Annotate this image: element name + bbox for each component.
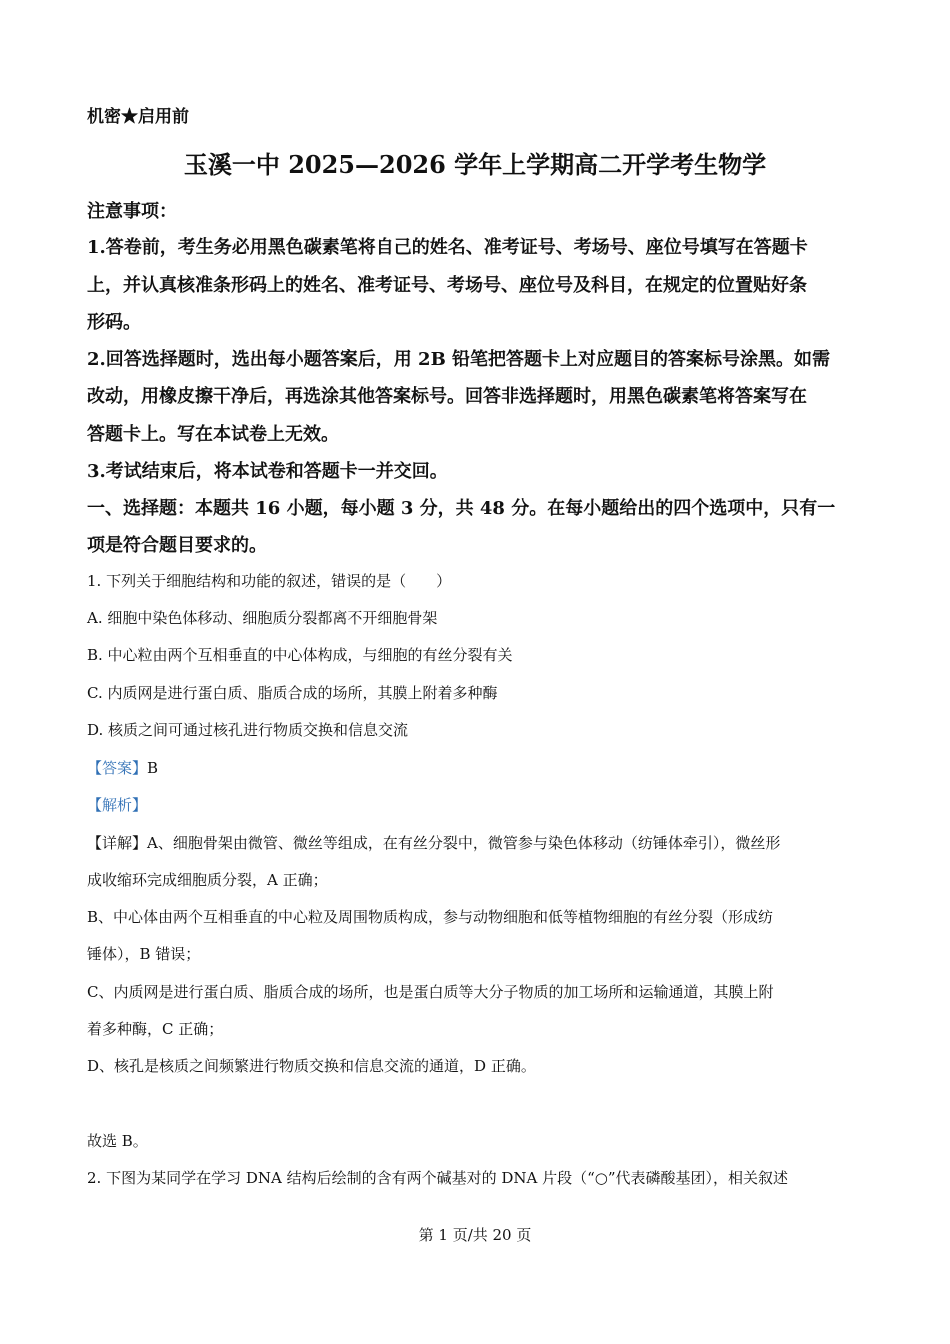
question-1-option-a: A. 细胞中染色体移动、细胞质分裂都离不开细胞骨架 [87,609,438,627]
detail-line: D、核孔是核质之间频繁进行物质交换和信息交流的通道，D 正确。 [87,1057,536,1075]
section-heading: 一、选择题：本题共 16 小题，每小题 3 分，共 48 分。在每小题给出的四个选项中，只有一 [87,498,836,519]
detail-line: 【详解】A、细胞骨架由微管、微丝等组成，在有丝分裂中，微管参与染色体移动（纺锤体牵引），微丝形 [87,834,781,852]
confidential-label: 机密★启用前 [87,107,189,127]
detail-line: B、中心体由两个互相垂直的中心粒及周围物质构成，参与动物细胞和低等植物细胞的有丝分裂（形成纺 [87,908,774,926]
notice-line: 答题卡上。写在本试卷上无效。 [87,424,339,445]
notice-line: 形码。 [87,312,141,333]
question-2-stem: 2. 下图为某同学在学习 DNA 结构后绘制的含有两个碱基对的 DNA 片段（“○”代表磷酸基团），相关叙述 [87,1169,789,1187]
notice-heading: 注意事项： [87,201,177,222]
page-number: 第 1 页/共 20 页 [418,1226,532,1244]
detail-line: 锤体），B 错误； [87,945,201,963]
conclusion: 故选 B。 [87,1132,148,1150]
notice-line: 1.答卷前，考生务必用黑色碳素笔将自己的姓名、准考证号、考场号、座位号填写在答题卡 [87,237,808,258]
notice-line: 改动，用橡皮擦干净后，再选涂其他答案标号。回答非选择题时，用黑色碳素笔将答案写在 [87,386,807,407]
answer-tag: 【答案】 [87,759,148,777]
section-heading: 项是符合题目要求的。 [87,535,267,556]
detail-line: 着多种酶，C 正确； [87,1020,224,1038]
question-1-option-c: C. 内质网是进行蛋白质、脂质合成的场所，其膜上附着多种酶 [87,684,498,702]
notice-line: 3.考试结束后，将本试卷和答题卡一并交回。 [87,461,448,482]
answer-value: B [147,759,159,777]
question-1-stem: 1. 下列关于细胞结构和功能的叙述，错误的是（ ） [87,572,452,590]
detail-line: C、内质网是进行蛋白质、脂质合成的场所，也是蛋白质等大分子物质的加工场所和运输通道，其膜上附 [87,983,774,1001]
page-title: 玉溪一中 2025—2026 学年上学期高二开学考生物学 [183,150,767,179]
notice-line: 上，并认真核准条形码上的姓名、准考证号、考场号、座位号及科目，在规定的位置贴好条 [87,275,807,296]
detail-line: 成收缩环完成细胞质分裂，A 正确； [87,871,328,889]
question-1-option-d: D. 核质之间可通过核孔进行物质交换和信息交流 [87,721,409,739]
notice-line: 2.回答选择题时，选出每小题答案后，用 2B 铅笔把答题卡上对应题目的答案标号涂黑。如需 [87,349,831,370]
answer-line [87,757,158,778]
analysis-tag: 【解析】 [87,796,148,814]
question-1-option-b: B. 中心粒由两个互相垂直的中心体构成，与细胞的有丝分裂有关 [87,646,513,664]
